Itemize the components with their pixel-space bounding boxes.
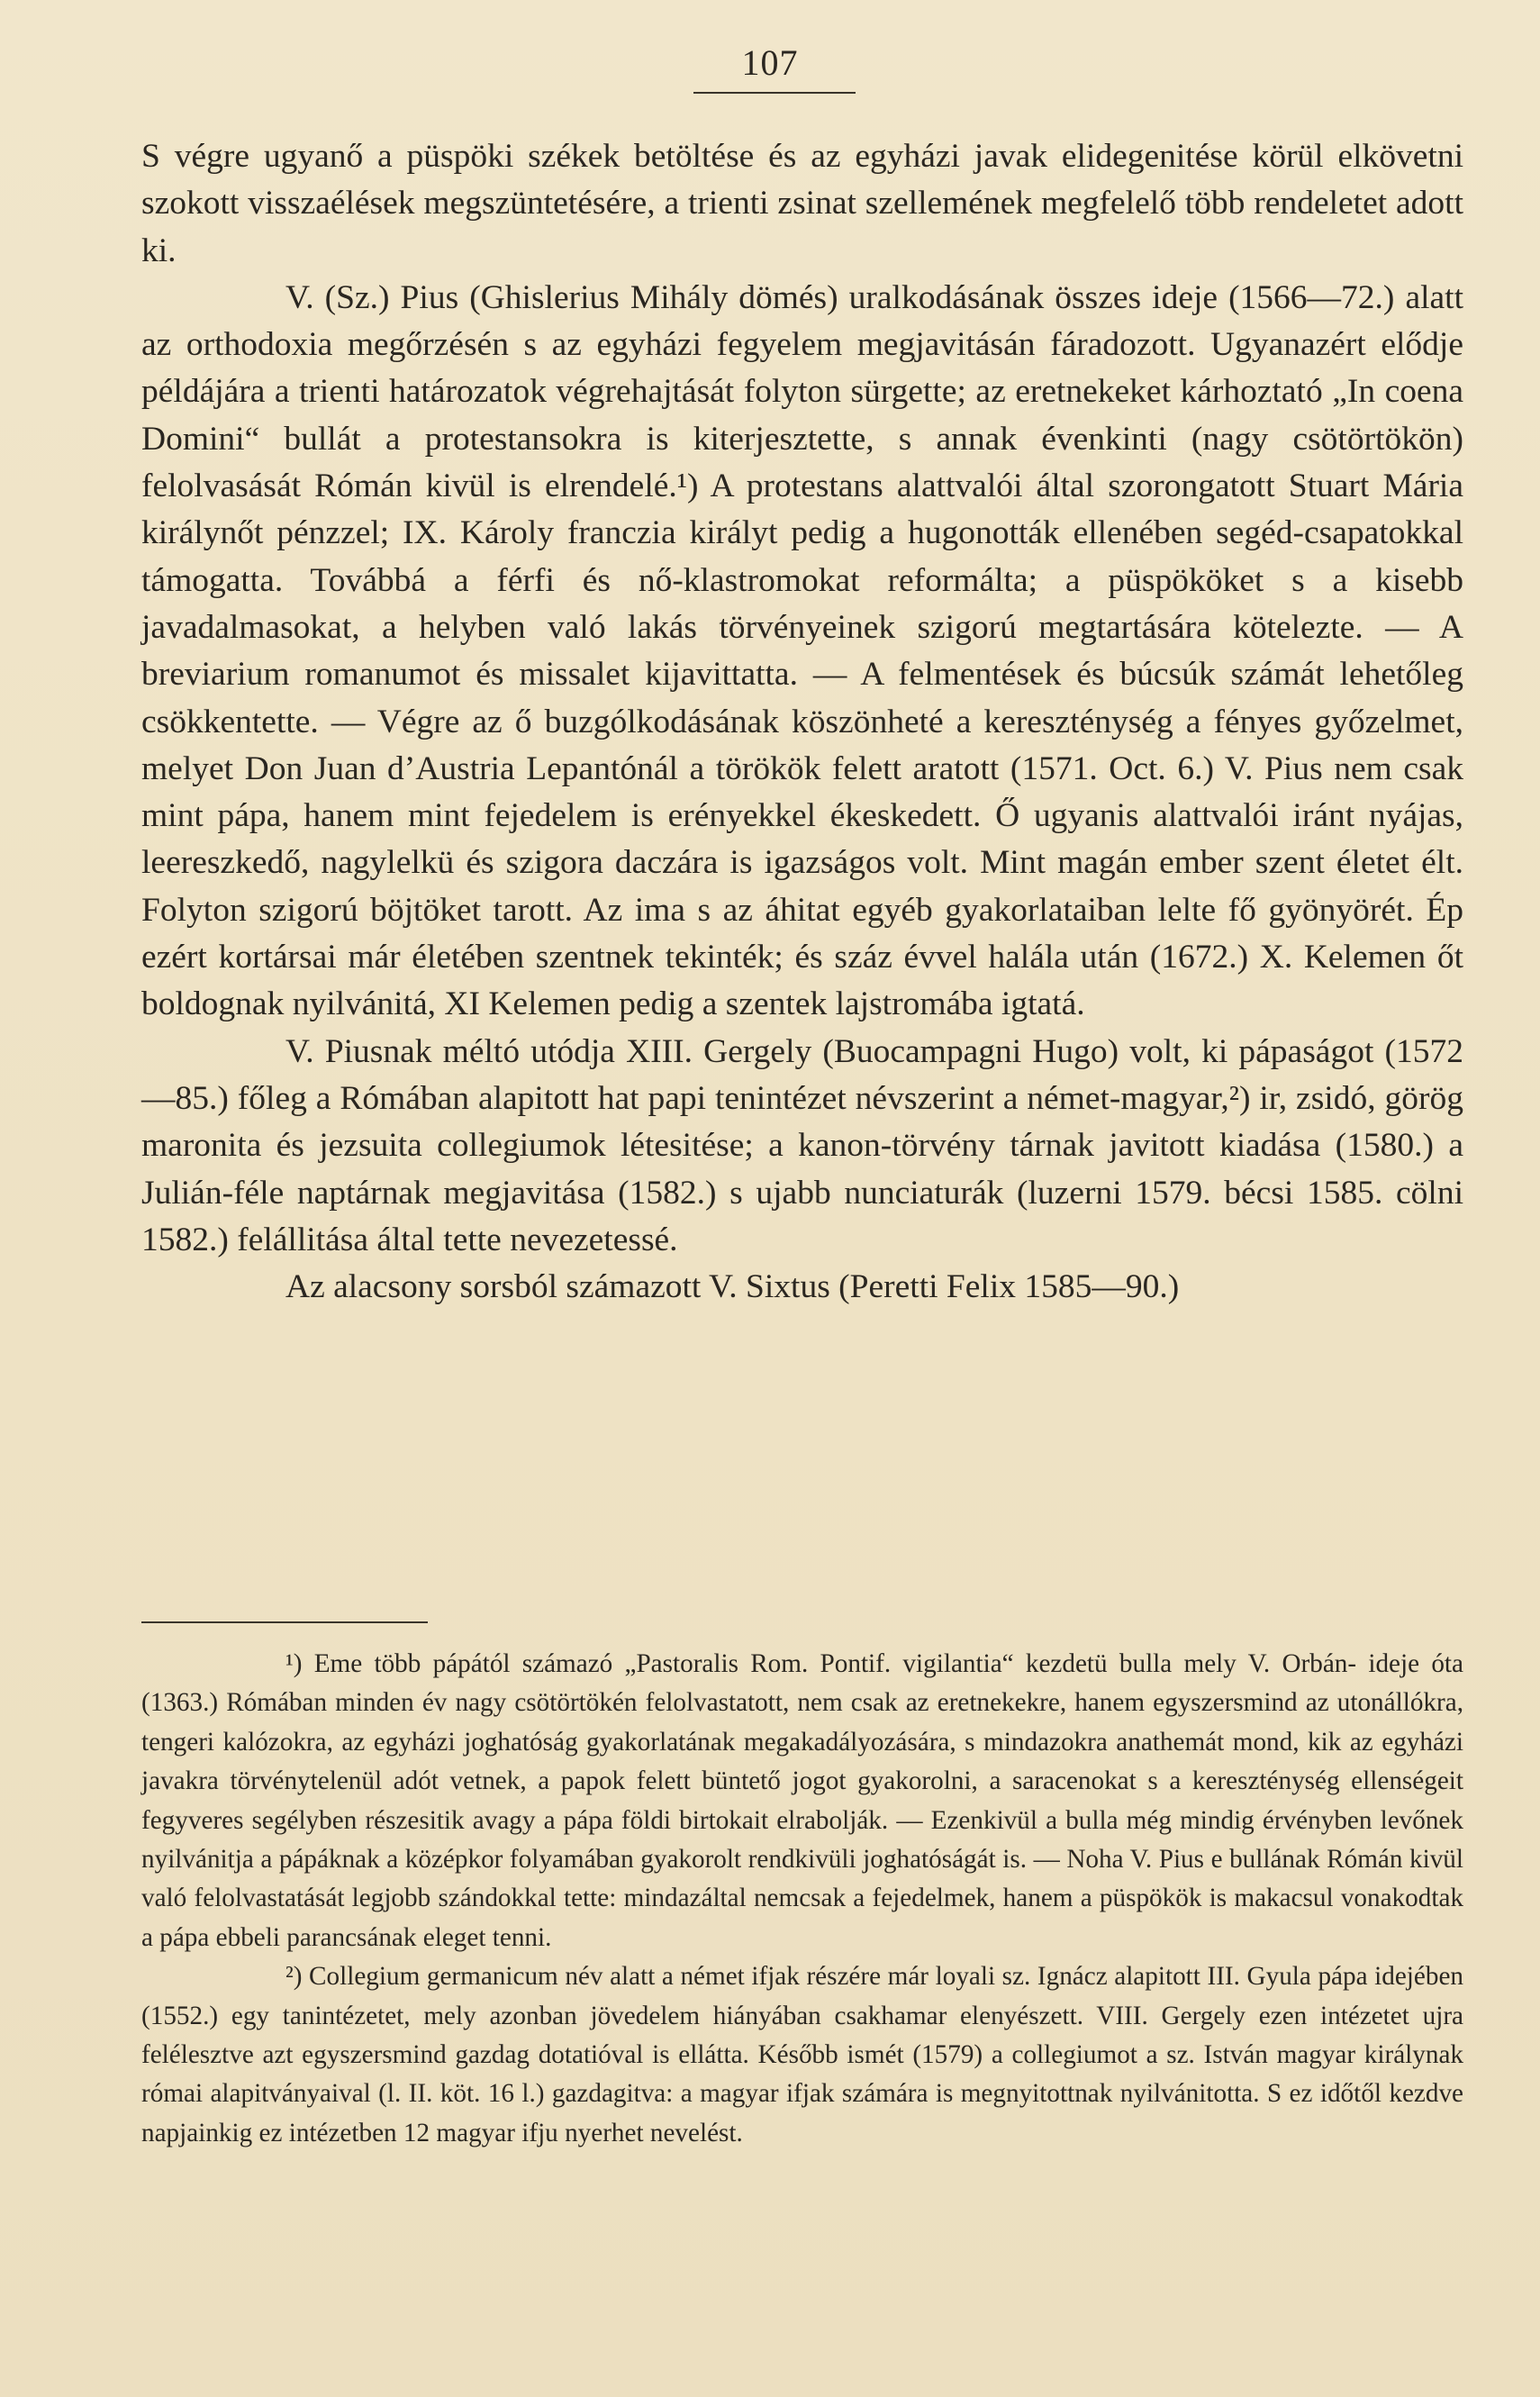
page-number: 107 (741, 42, 799, 83)
footnote-separator (141, 1621, 428, 1623)
footnotes (141, 1645, 1463, 2153)
page-number-rule (693, 92, 856, 94)
main-text (141, 133, 1463, 1311)
footnote: ¹) Eme több pápától számazó „Pastoralis Rom. Pontif. vigilantia“ kezdetü bulla mely V. Orbán- ideje óta (1363.) Rómában minden év nagy csötörtökén felolvastatott, nem csak az eretnekekre, hanem egyszersmind az utonállókra, tengeri kalózokra, az egyházi joghatóság gyakorlatának megakadályozására, s mindazokra anathemát mond, kik az egyházi javakra törvénytelenül adót vetnek, a papok felett büntető jogot gyakorolni, a saracenokat s a kereszténység ellenségeit fegyveres segélyben részesitik avagy a pápa földi birtokait elrabolják. — Ezenkivül a bulla még mindig érvényben levőnek nyilvánitja a pápáknak a középkor folyamában gyakorolt rendkivüli joghatóságát is. — Noha V. Pius e bullának Rómán kivül való felolvastatását legjobb szándokkal tette: mindazáltal nemcsak a fejedelmek, hanem a püspökök is makacsul vonakodtak a pápa ebbeli parancsának eleget tenni. (141, 1649, 1463, 1952)
paragraph: V. Piusnak méltó utódja XIII. Gergely (Buocampagni Hugo) volt, ki pápaságot (1572—85.) főleg a Rómában alapitott hat papi tenintézet névszerint a német-magyar,²) ir, zsidó, görög maronita és jezsuita collegiumok létesitése; a kanon-törvény tárnak javitott kiadása (1580.) a Julián-féle naptárnak megjavitása (1582.) s ujabb nunciaturák (luzerni 1579. bécsi 1585. cölni 1582.) felállitása által tette nevezetessé. (141, 1032, 1463, 1258)
footnote: ²) Collegium germanicum név alatt a német ifjak részére már loyali sz. Ignácz alapitott III. Gyula pápa idejében (1552.) egy tanintézetet, mely azonban jövedelem hiányában csakhamar elenyészett. VIII. Gergely ezen intézetet ujra felélesztve azt egyszersmind gazdag dotatióval is ellátta. Később ismét (1579) a collegiumot a sz. István magyar királynak római alapitványaival (l. II. köt. 16 l.) gazdagitva: a magyar ifjak számára is megnyitottnak nyilvánitotta. S ez időtől kezdve napjainkig ez intézetben 12 magyar ifju nyerhet nevelést. (141, 1962, 1463, 2147)
paragraph: V. (Sz.) Pius (Ghislerius Mihály dömés) uralkodásának összes ideje (1566—72.) alatt az orthodoxia megőrzésén s az egyházi fegyelem megjavitásán fáradozott. Ugyanazért elődje példájára a trienti határozatok végrehajtását folyton sürgette; az eretnekeket kárhoztató „In coena Domini“ bullát a protestansokra is kiterjesztette, s annak évenkinti (nagy csötörtökön) felolvasását Rómán kivül is elrendelé.¹) A protestans alattvalói által szorongatott Stuart Mária királynőt pénzzel; IX. Károly franczia királyt pedig a hugonották ellenében segéd-csapatokkal támogatta. Továbbá a férfi és nő-klastromokat reformálta; a püspököket s a kisebb javadalmasokat, a helyben való lakás törvényeinek szigorú megtartására kötelezte. — A breviarium romanumot és missalet kijavittatta. — A felmentések és búcsúk számát lehetőleg csökkentette. — Végre az ő buzgólkodásának köszönheté a kereszténység a fényes győzelmet, melyet Don Juan d’Austria Lepantónál a törökök felett aratott (1571. Oct. 6.) V. Pius nem csak mint pápa, hanem mint fejedelem is erényekkel ékeskedett. Ő ugyanis alattvalói iránt nyájas, leereszkedő, nagylelkü és szigora daczára is igazságos volt. Mint magán ember szent életet élt. Folyton szigorú böjtöket tarott. Az ima s az áhitat egyéb gyakorlataiban lelte fő gyönyörét. Ép ezért kortársai már életében szentnek tekinték; és száz évvel halála után (1672.) X. Kelemen őt boldognak nyilvánitá, XI Kelemen pedig a szentek lajstromába igtatá. (141, 278, 1463, 1023)
paragraph: S végre ugyanő a püspöki székek betöltése és az egyházi javak elidegenitése körül elkövetni szokott visszaélések megszüntetésére, a trienti zsinat szellemének megfelelő több rendeletet adott ki. (141, 138, 1463, 269)
paragraph: Az alacsony sorsból számazott V. Sixtus (Peretti Felix 1585—90.) (285, 1268, 1180, 1306)
